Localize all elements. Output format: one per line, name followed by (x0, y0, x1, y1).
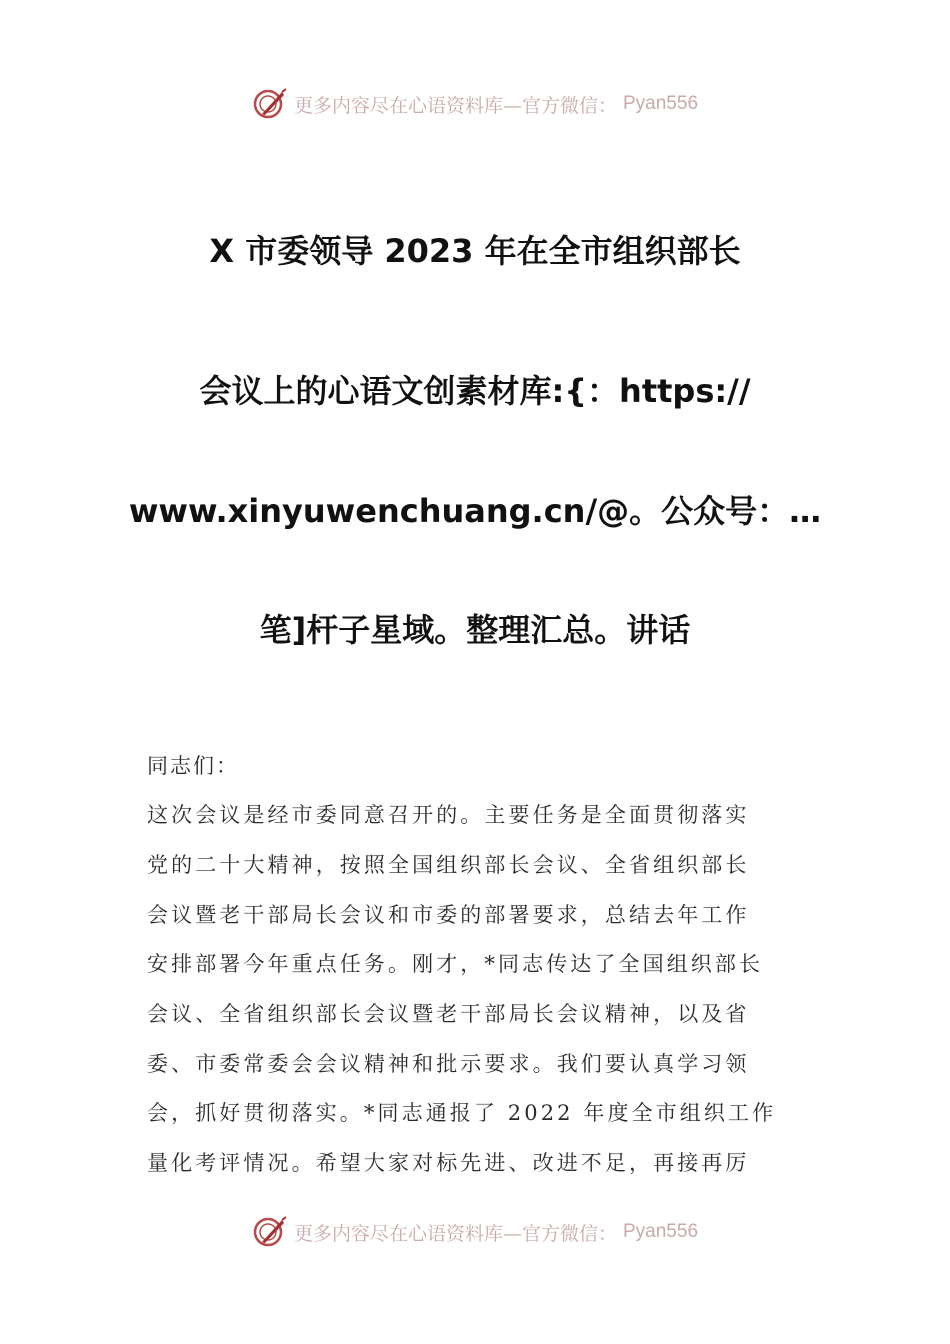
watermark-wechat-id: Pyan556 (623, 1221, 699, 1242)
document-title-line-4: 笔]杆子星域。整理汇总。讲话 (259, 611, 691, 649)
footer-watermark (0, 1214, 950, 1250)
document-title-line-3: www.xinyuwenchuang.cn/@。公众号：… (128, 492, 822, 530)
paragraph-line: 量化考评情况。希望大家对标先进、改进不足，再接再厉 (147, 1151, 750, 1175)
paragraph-line: 会议、全省组织部长会议暨老干部局长会议精神，以及省 (147, 1002, 750, 1026)
paragraph-line: 党的二十大精神，按照全国组织部长会议、全省组织部长 (147, 853, 750, 877)
document-title-line-2: 会议上的心语文创素材库:{：https:// (199, 372, 751, 410)
paragraph-line: 会议暨老干部局长会议和市委的部署要求，总结去年工作 (147, 903, 750, 927)
header-watermark (0, 86, 950, 122)
watermark-text: 更多内容尽在心语资料库—官方微信： (293, 1222, 617, 1245)
quill-seal-icon (252, 1214, 288, 1250)
quill-seal-icon (252, 86, 288, 122)
document-title-line-1: X 市委领导 2023 年在全市组织部长 (209, 232, 741, 270)
paragraph-line: 安排部署今年重点任务。刚才，*同志传达了全国组织部长 (147, 952, 764, 976)
paragraph-line: 会，抓好贯彻落实。*同志通报了 2022 年度全市组织工作 (147, 1101, 777, 1125)
paragraph-line: 这次会议是经市委同意召开的。主要任务是全面贯彻落实 (147, 803, 750, 827)
greeting: 同志们： (147, 754, 239, 778)
watermark-text: 更多内容尽在心语资料库—官方微信： (293, 94, 617, 117)
paragraph-line: 委、市委常委会会议精神和批示要求。我们要认真学习领 (147, 1052, 750, 1076)
watermark-wechat-id: Pyan556 (623, 93, 699, 114)
